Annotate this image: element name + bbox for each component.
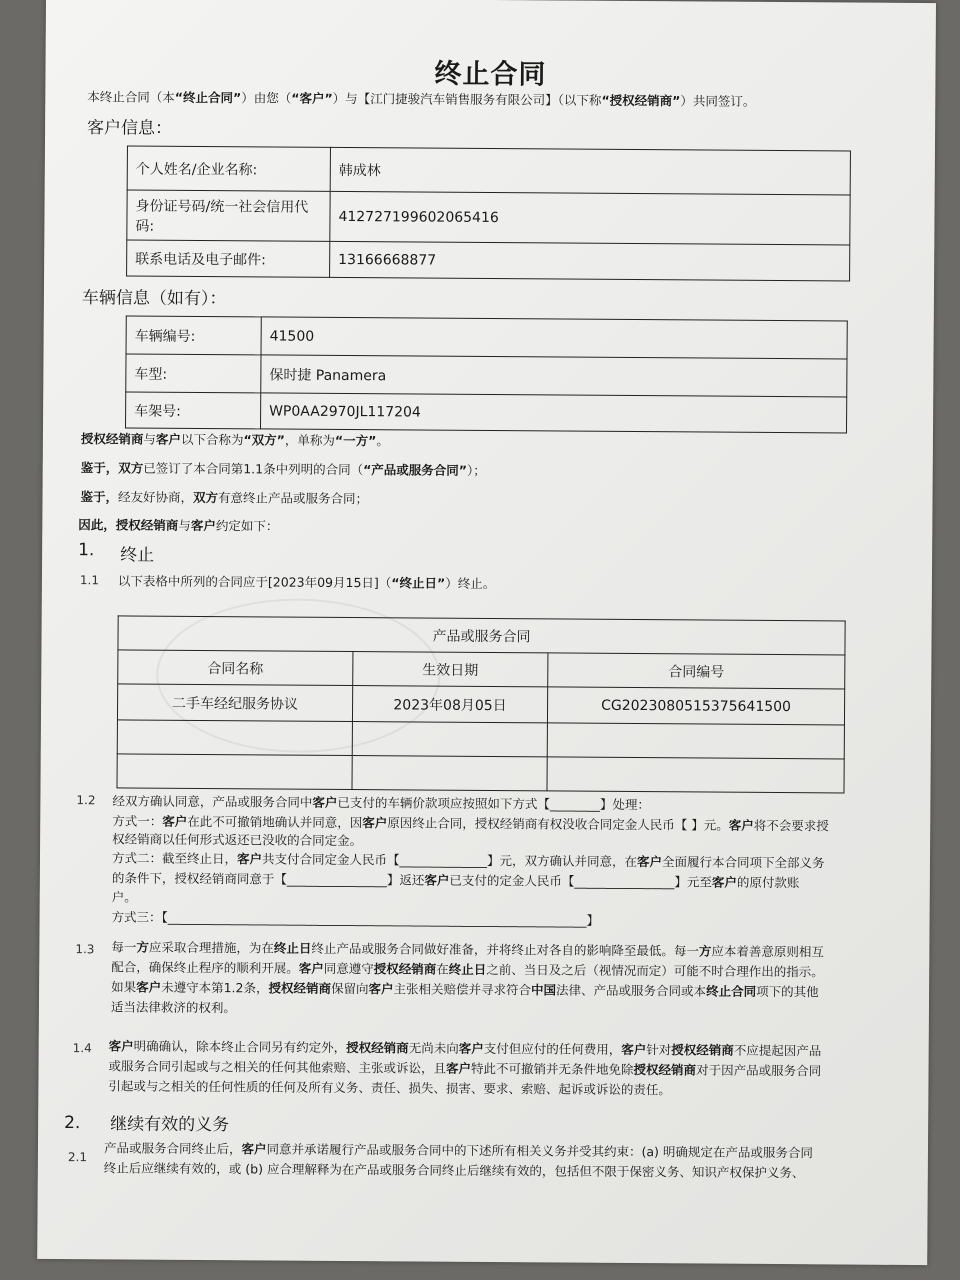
- bold-text: 授权经销商: [373, 961, 437, 977]
- text: 项下的其他: [756, 983, 819, 1000]
- text: 保留向: [330, 980, 369, 997]
- vehicle-info-heading: 车辆信息（如有）：: [81, 288, 227, 310]
- bold-text: 客户: [298, 960, 324, 976]
- text: 支付但应付的任何费用，: [483, 1040, 622, 1057]
- parties-definition: [81, 429, 389, 451]
- bold-text: 客户: [236, 851, 263, 867]
- clause-1-1-number: 1.1: [79, 573, 100, 588]
- vehicle-label: 车辆编号:: [126, 316, 261, 355]
- vehicle-row: [126, 354, 847, 397]
- section-2-title: 继续有效的义务: [110, 1114, 230, 1136]
- text: ）共同签订。: [680, 93, 756, 109]
- bold-text: 客户: [362, 815, 388, 831]
- text: 的原付款账: [736, 874, 800, 891]
- bold-text: 授权经销商: [633, 1062, 697, 1078]
- bold-text: 客户: [190, 517, 216, 534]
- bold-text: 方: [136, 939, 149, 955]
- intro-paragraph: [87, 87, 755, 112]
- vehicle-value: WP0AA2970JL117204: [261, 393, 847, 433]
- contract-name-cell: [117, 754, 352, 790]
- table-row: [117, 720, 844, 759]
- text: 明确确认，除本终止合同另有约定外，: [133, 1038, 347, 1056]
- vehicle-label: 车架号:: [126, 392, 261, 429]
- text: 同意并承诺履行产品或服务合同中的下述所有相关义务并受其约束：(a) 明确规定在产品或服务合同: [266, 1141, 813, 1161]
- bold-text: 客户: [636, 854, 663, 870]
- customer-row: [127, 190, 850, 245]
- bold-text: “客户”: [291, 90, 333, 106]
- bold-text: 因此，授权经销商: [78, 517, 179, 533]
- customer-info-table: [126, 145, 851, 281]
- text: 不应提起因产品: [733, 1042, 822, 1059]
- text: 。: [376, 433, 389, 449]
- text: 每一: [111, 939, 137, 955]
- customer-label: 身份证号码/统一社会信用代码:: [127, 190, 330, 241]
- agreement-intro: [78, 515, 278, 536]
- contract-table: [116, 615, 845, 793]
- whereas-clause-2: [80, 487, 368, 509]
- text: 的条件下，授权经销商同意于【________________】返还: [111, 870, 425, 888]
- bold-text: 终止日: [448, 961, 487, 977]
- text: 在此不可撤销地确认并同意，因: [187, 813, 363, 831]
- text: 以下表格中所列的合同应于[2023年09月15日]（: [117, 573, 392, 591]
- vehicle-label: 车型:: [126, 354, 261, 393]
- table-row: [117, 754, 844, 793]
- section-1-number: 1.: [78, 540, 95, 561]
- vehicle-value: 41500: [261, 317, 847, 359]
- bold-text: 终止日: [273, 940, 312, 956]
- text: ）由您（: [241, 90, 292, 106]
- text: 之前、当日及之后（视情况而定）可能不时合理作出的指示。: [486, 961, 824, 980]
- bold-text: 双方: [192, 489, 219, 506]
- bold-text: “一方”: [334, 432, 377, 449]
- text: 针对: [646, 1042, 672, 1058]
- section-1-title: 终止: [120, 545, 155, 566]
- text: 特此不可撤销并无条件地免除: [471, 1060, 634, 1078]
- method-2-line-2: [112, 868, 800, 893]
- customer-label: 个人姓名/企业名称:: [127, 146, 330, 191]
- customer-row: [127, 146, 850, 195]
- method-1-line-2: 权经销商以任何形式返还已没收的合同定金。: [112, 831, 363, 849]
- text: 如果: [111, 979, 137, 995]
- text: 未遵守本第1.2条，: [161, 979, 269, 996]
- text: 约定如下：: [215, 518, 279, 534]
- clause-2-1-number: 2.1: [67, 1150, 88, 1165]
- clause-1-1-text: [118, 571, 495, 594]
- customer-row: [127, 240, 850, 281]
- document-page: [37, 0, 936, 1265]
- bold-text: 方: [698, 943, 712, 959]
- vehicle-row: [126, 316, 847, 359]
- text: 或服务合同引起或与之相关的任何其他索赔、主张或诉讼，且: [108, 1058, 447, 1076]
- text: 无尚未向: [408, 1040, 459, 1056]
- bold-text: 客户: [621, 1041, 647, 1058]
- bold-text: 授权经销商: [268, 980, 332, 996]
- bold-text: 客户: [728, 817, 754, 833]
- contract-name-cell: 二手车经纪服务协议: [117, 684, 352, 722]
- text: 已支付的定金人民币【________________】元至: [449, 872, 712, 890]
- text: ）与【江门捷骏汽车销售服务有限公司】（以下称: [332, 90, 602, 108]
- text: 经友好协商，: [117, 489, 194, 505]
- bold-text: 授权经销商: [671, 1042, 734, 1058]
- text: 法律、产品或服务合同或本: [556, 982, 707, 999]
- contract-name-header: 合同名称: [118, 650, 353, 686]
- contract-number-cell: [547, 757, 844, 793]
- clause-1-2-number: 1.2: [76, 793, 96, 808]
- clause-1-4-line-3: 引起或与之相关的任何性质的任何及所有义务、责任、损失、损害、要求、索赔、起诉或诉讼的责任。: [108, 1078, 671, 1098]
- vehicle-value: 保时捷 Panamera: [261, 355, 847, 397]
- text: 方式二：截至终止日，: [111, 850, 238, 867]
- contract-number-header: 合同编号: [548, 653, 845, 689]
- effective-date-cell: [352, 722, 547, 757]
- text: 已支付的车辆价款项应按照如下方式【________】处理：: [337, 794, 650, 813]
- bold-text: 授权经销商: [346, 1040, 409, 1056]
- bold-text: 客户: [711, 874, 737, 890]
- clause-2-1-line-2: 终止后应继续有效的，或 (b) 应合理解释为在产品或服务合同终止后继续有效的，包括但不限于保密义务、知识产权保护义务、: [103, 1160, 805, 1181]
- bold-text: “终止日”: [391, 575, 446, 591]
- contract-number-cell: CG2023080515375641500: [547, 687, 844, 725]
- text: 将不会要求授: [753, 817, 829, 834]
- text: 终止产品或服务合同做好准备，并将终止对各自的影响降至最低。每一: [311, 940, 699, 959]
- effective-date-cell: 2023年08月05日: [352, 686, 547, 723]
- bold-text: 客户: [108, 1038, 134, 1054]
- text: 产品或服务合同终止后，: [103, 1140, 242, 1157]
- bold-text: 客户: [312, 794, 338, 810]
- text: 配合，确保终止程序的顺利开展。: [111, 959, 299, 976]
- bold-text: 客户: [155, 431, 182, 447]
- bold-text: 授权经销商: [80, 431, 144, 447]
- text: 已签订了本合同第1.1条中列明的合同（: [143, 460, 364, 478]
- customer-value: 412727199602065416: [330, 191, 850, 245]
- effective-date-cell: [352, 756, 547, 791]
- method-3-line: 方式三：【___________________________________________________________________】: [111, 909, 600, 928]
- customer-label: 联系电话及电子邮件:: [127, 240, 330, 277]
- bold-text: 客户: [162, 813, 188, 829]
- vehicle-info-table: [125, 315, 848, 433]
- text: ）终止。: [445, 575, 496, 592]
- bold-text: “终止合同”: [174, 89, 242, 106]
- text: 应本着善意原则相互: [711, 943, 825, 960]
- contract-table-caption: 产品或服务合同: [118, 616, 845, 655]
- document-title: 终止合同: [434, 58, 547, 91]
- text: 有意终止产品或服务合同；: [218, 490, 369, 507]
- text: 方式一：: [112, 813, 163, 829]
- text: 与: [143, 431, 157, 447]
- text: 全面履行本合同项下全部义务: [661, 854, 825, 871]
- contract-table-header-row: [118, 650, 845, 689]
- text: 与: [178, 517, 191, 533]
- contract-number-cell: [547, 723, 844, 759]
- bold-text: 鉴于，: [80, 489, 119, 505]
- text: 经双方确认同意，产品或服务合同中: [112, 793, 313, 810]
- bold-text: 鉴于，双方: [80, 460, 144, 476]
- customer-info-heading: 客户信息：: [87, 118, 173, 139]
- vehicle-row: [126, 392, 847, 433]
- bold-text: “产品或服务合同”: [363, 462, 468, 478]
- text: 原因终止合同，授权经销商有权没收合同定金人民币【 】元。: [387, 815, 729, 833]
- bold-text: 中国: [531, 982, 557, 998]
- bold-text: 客户: [368, 981, 394, 997]
- text: 主张相关赔偿并寻求符合: [393, 981, 532, 998]
- bold-text: 客户: [136, 979, 162, 995]
- contract-table-caption-row: [118, 616, 845, 655]
- text: 应采取合理措施，为在: [148, 939, 274, 956]
- clause-1-3-line-4: 适当法律救济的权利。: [110, 999, 237, 1016]
- bold-text: “双方”: [243, 432, 285, 448]
- clause-1-4-number: 1.4: [72, 1041, 92, 1056]
- customer-value: 13166668877: [330, 241, 850, 281]
- bold-text: 客户: [241, 1141, 267, 1157]
- section-2-number: 2.: [64, 1113, 81, 1134]
- text: 对于因产品或服务合同: [696, 1062, 822, 1079]
- bold-text: “授权经销商”: [601, 92, 681, 109]
- text: 共支付合同定金人民币【______________】元，双方确认并同意，在: [261, 851, 638, 870]
- whereas-clause-1: [81, 458, 486, 481]
- text: ）；: [467, 462, 486, 478]
- text: ，单称为: [284, 432, 335, 448]
- method-2-line-3: 户。: [111, 889, 137, 905]
- contract-name-cell: [117, 720, 352, 756]
- text: 同意遵守: [323, 960, 374, 977]
- bold-text: 客户: [458, 1040, 484, 1056]
- text: 在: [436, 961, 449, 977]
- bold-text: 终止合同: [706, 983, 757, 999]
- table-row: [117, 684, 844, 725]
- customer-value: 韩成林: [330, 147, 850, 195]
- bold-text: 客户: [446, 1060, 472, 1076]
- text: 以下合称为: [180, 431, 244, 448]
- effective-date-header: 生效日期: [353, 652, 548, 687]
- bold-text: 客户: [424, 872, 450, 888]
- clause-1-3-number: 1.3: [75, 942, 95, 957]
- text: 本终止合同（本: [87, 89, 175, 105]
